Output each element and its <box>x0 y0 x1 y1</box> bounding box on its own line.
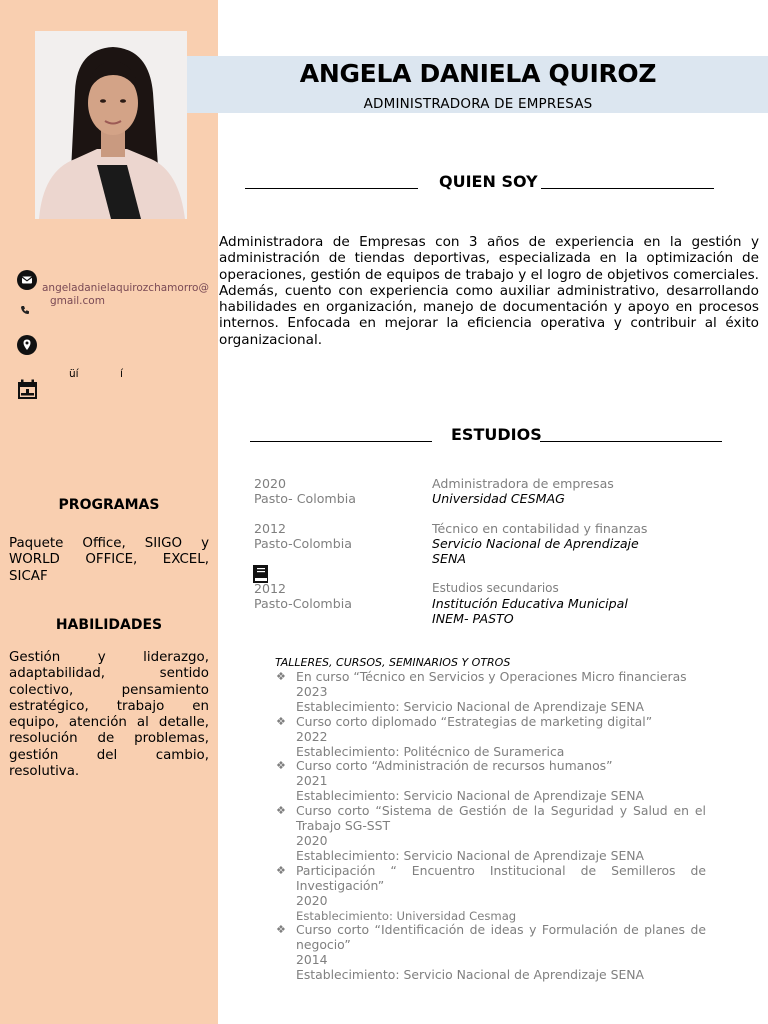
education-entry-detail <box>432 581 628 626</box>
course-establishment: Establecimiento: Servicio Nacional de Aprendizaje SENA <box>296 967 645 983</box>
about-text: Administradora de Empresas con 3 años de experiencia en la gestión y administración de tiendas deportivas, especializada en la optimización de operaciones, gestión de equipos de trabajo y el logro de objetivos comerciales. Además, cuento con experiencia como auxiliar administrativo, desarrollando habilidades en organización, manejo de documentación y apoyo en procesos internos. Enfocada en mejorar la eficiencia operativa y contribuir al éxito organizacional. <box>219 234 759 348</box>
course-list <box>276 670 706 983</box>
course-year: 2022 <box>296 728 328 744</box>
email-line-1[interactable]: angeladanielaquirozchamorro@ <box>42 282 209 294</box>
email-icon <box>17 270 37 290</box>
person-name: ANGELA DANIELA QUIROZ <box>299 59 657 88</box>
header-band-left <box>0 56 35 113</box>
course-item <box>276 804 706 864</box>
course-title: En curso “Técnico en Servicios y Operaciones Micro financieras <box>296 669 687 684</box>
education-institution: Universidad CESMAG <box>432 491 565 506</box>
talleres-title: TALLERES, CURSOS, SEMINARIOS Y OTROS <box>275 656 511 669</box>
course-title: Participación “ Encuentro Institucional de Semilleros de Investigación” <box>296 862 706 893</box>
diamond-bullet-icon: ❖ <box>276 863 286 877</box>
diamond-bullet-icon: ❖ <box>276 923 286 937</box>
course-item <box>276 759 706 804</box>
course-title: Curso corto “Identificación de ideas y Formulación de planes de negocio” <box>296 922 706 953</box>
education-year: 2020 <box>254 476 287 491</box>
location-fragment-2: í <box>120 368 123 380</box>
education-entry-detail <box>432 476 614 506</box>
location-fragment-1: üí <box>69 368 79 380</box>
email-line-2[interactable]: gmail.com <box>50 295 105 307</box>
course-item <box>276 715 706 760</box>
profile-photo <box>35 31 187 219</box>
calendar-icon <box>17 379 38 400</box>
diamond-bullet-icon: ❖ <box>276 759 286 773</box>
location-icon <box>17 335 37 355</box>
diamond-bullet-icon: ❖ <box>276 670 286 683</box>
quien-soy-title: QUIEN SOY <box>439 172 538 191</box>
education-year: 2012 <box>254 521 287 536</box>
course-year: 2021 <box>296 773 328 789</box>
email-address[interactable] <box>42 282 209 308</box>
education-year: 2012 <box>254 581 287 596</box>
education-degree: Técnico en contabilidad y finanzas <box>432 521 648 536</box>
course-year: 2020 <box>296 892 328 908</box>
course-establishment: Establecimiento: Politécnico de Suramerica <box>296 743 565 759</box>
education-entry-detail <box>432 521 648 566</box>
programas-text: Paquete Office, SIIGO y WORLD OFFICE, EXCEL, SICAF <box>9 536 209 584</box>
course-establishment: Establecimiento: Servicio Nacional de Aprendizaje SENA <box>296 788 645 804</box>
education-institution-2: SENA <box>432 551 466 566</box>
phone-icon <box>20 300 30 310</box>
education-entry <box>254 581 352 611</box>
education-place: Pasto- Colombia <box>254 491 356 506</box>
education-place: Pasto-Colombia <box>254 536 352 551</box>
course-year: 2023 <box>296 683 328 699</box>
course-establishment: Establecimiento: Servicio Nacional de Aprendizaje SENA <box>296 847 645 863</box>
course-year: 2020 <box>296 832 328 848</box>
education-entry <box>254 521 352 551</box>
course-establishment: Establecimiento: Universidad Cesmag <box>296 908 517 923</box>
job-title: ADMINISTRADORA DE EMPRESAS <box>363 96 593 112</box>
habilidades-title: HABILIDADES <box>55 617 163 633</box>
quien-soy-rule-left <box>245 188 418 189</box>
course-item <box>276 670 706 715</box>
education-institution: Institución Educativa Municipal <box>432 596 628 611</box>
course-item <box>276 923 706 983</box>
course-title: Curso corto “Sistema de Gestión de la Seguridad y Salud en el Trabajo SG-SST <box>296 803 706 834</box>
course-year: 2014 <box>296 952 328 968</box>
estudios-rule-right <box>540 441 722 442</box>
course-item <box>276 864 706 924</box>
estudios-title: ESTUDIOS <box>451 425 542 444</box>
education-place: Pasto-Colombia <box>254 596 352 611</box>
education-degree: Administradora de empresas <box>432 476 614 491</box>
course-title: Curso corto “Administración de recursos humanos” <box>296 758 613 774</box>
education-institution: Servicio Nacional de Aprendizaje <box>432 536 639 551</box>
diamond-bullet-icon: ❖ <box>276 714 286 728</box>
quien-soy-rule-right <box>541 188 714 189</box>
education-institution-2: INEM- PASTO <box>432 611 514 626</box>
course-establishment: Establecimiento: Servicio Nacional de Aprendizaje SENA <box>296 698 645 714</box>
programas-title: PROGRAMAS <box>58 497 160 513</box>
estudios-rule-left <box>250 441 432 442</box>
habilidades-text: Gestión y liderazgo, adaptabilidad, sentido colectivo, pensamiento estratégico, trabajo en equipo, atención al detalle, resolución de problemas, gestión del cambio, resolutiva. <box>9 650 209 780</box>
diamond-bullet-icon: ❖ <box>276 804 286 818</box>
course-title: Curso corto diplomado “Estrategias de marketing digital” <box>296 713 653 729</box>
education-entry <box>254 476 356 506</box>
education-degree: Estudios secundarios <box>432 581 559 595</box>
